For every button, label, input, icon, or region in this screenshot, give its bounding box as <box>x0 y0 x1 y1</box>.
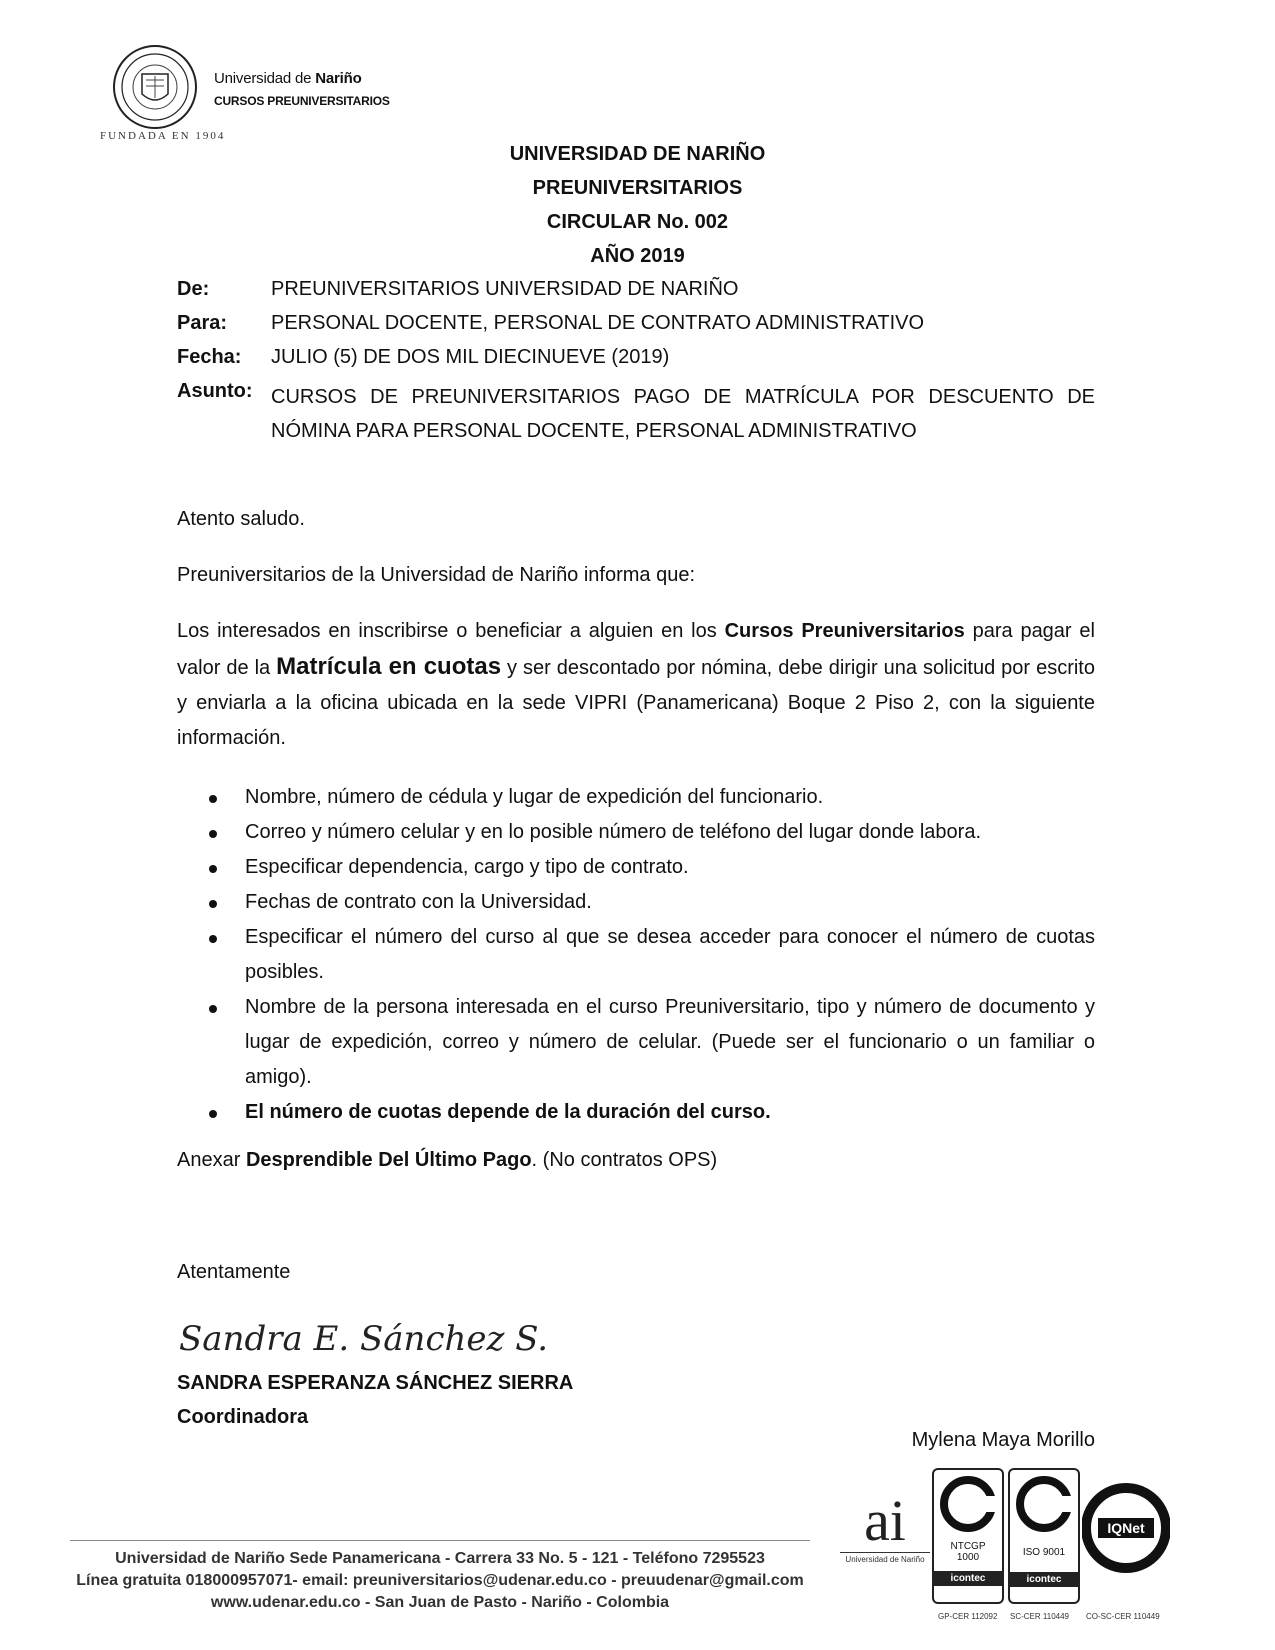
signer-role: Coordinadora <box>177 1406 309 1428</box>
list-item: Fechas de contrato con la Universidad. <box>177 885 1095 920</box>
header-program-name: CURSOS PREUNIVERSITARIOS <box>214 94 390 108</box>
bullet-icon <box>209 830 217 838</box>
certification-code-1: GP-CER 112092 <box>938 1612 998 1621</box>
handwritten-signature <box>175 1312 555 1367</box>
certification-code-2: SC-CER 110449 <box>1010 1612 1069 1621</box>
memo-to-value: PERSONAL DOCENTE, PERSONAL DE CONTRATO ADMINISTRATIVO <box>271 312 925 334</box>
memo-subject-value: CURSOS DE PREUNIVERSITARIOS PAGO DE MATRÍCULA POR DESCUENTO DE NÓMINA PARA PERSONAL DOCENTE, PERSONAL ADMINISTRATIVO <box>271 386 1095 442</box>
ai-logo-caption: Universidad de Nariño <box>840 1552 930 1564</box>
title-line-2: PREUNIVERSITARIOS <box>532 177 743 199</box>
title-line-1: UNIVERSIDAD DE NARIÑO <box>509 143 766 165</box>
header-university-name: Universidad de Nariño <box>214 70 362 87</box>
list-item: Nombre, número de cédula y lugar de expedición del funcionario. <box>177 780 1095 815</box>
list-item: Nombre de la persona interesada en el curso Preuniversitario, tipo y número de documento y lugar de expedición, correo y número de celular. (Puede ser el funcionario o un familiar o amigo). <box>177 990 1095 1095</box>
bullet-icon <box>209 1110 217 1118</box>
iso-label: ISO 9001 <box>1022 1547 1066 1558</box>
bullet-icon <box>209 935 217 943</box>
requirements-list <box>177 780 1095 1130</box>
bullet-icon <box>209 900 217 908</box>
annex-paragraph: Anexar Desprendible Del Último Pago. (No contratos OPS) <box>177 1149 718 1171</box>
bullet-icon <box>209 865 217 873</box>
list-item: Especificar dependencia, cargo y tipo de contrato. <box>177 850 1095 885</box>
iqnet-certification-logo <box>1082 1478 1170 1596</box>
svg-text:Sandra E. Sánchez S.: Sandra E. Sánchez S. <box>179 1319 549 1359</box>
ntcgp-label: NTCGP 1000 <box>950 1541 986 1563</box>
accreditation-ai-logo <box>840 1490 930 1600</box>
memo-date-label: Fecha: <box>177 346 242 368</box>
ntcgp-certification-logo <box>932 1468 1004 1604</box>
memo-from-value: PREUNIVERSITARIOS UNIVERSIDAD DE NARIÑO <box>271 278 739 300</box>
closing: Atentamente <box>177 1261 291 1283</box>
memo-subject-label: Asunto: <box>177 380 253 402</box>
university-seal-logo <box>112 44 198 130</box>
transcriber-name: Mylena Maya Morillo <box>911 1429 1095 1451</box>
signer-name: SANDRA ESPERANZA SÁNCHEZ SIERRA <box>177 1372 574 1394</box>
memo-date-value: JULIO (5) DE DOS MIL DIECINUEVE (2019) <box>271 346 670 368</box>
certification-code-3: CO-SC-CER 110449 <box>1086 1612 1160 1621</box>
intro-paragraph: Preuniversitarios de la Universidad de Nariño informa que: <box>177 564 696 586</box>
memo-to <box>177 312 1095 342</box>
memo-from <box>177 278 1095 308</box>
memo-subject <box>177 380 1095 450</box>
icontec-mark-icon <box>1016 1476 1072 1532</box>
title-line-3: CIRCULAR No. 002 <box>546 211 729 233</box>
memo-to-label: Para: <box>177 312 228 334</box>
bullet-icon <box>209 1005 217 1013</box>
footer-website: www.udenar.edu.co - San Juan de Pasto - Nariño - Colombia <box>210 1594 670 1611</box>
header-founded: FUNDADA EN 1904 <box>100 130 226 142</box>
memo-from-label: De: <box>177 278 210 300</box>
list-item: Correo y número celular y en lo posible número de teléfono del lugar donde labora. <box>177 815 1095 850</box>
list-item: Especificar el número del curso al que se desea acceder para conocer el número de cuotas posibles. <box>177 920 1095 990</box>
main-paragraph: Los interesados en inscribirse o beneficiar a alguien en los Cursos Preuniversitarios para pagar el valor de la Matrícula en cuotas y ser descontado por nómina, debe dirigir una solicitud por escrito y enviarla a la oficina ubicada en la sede VIPRI (Panamericana) Boque 2 Piso 2, con la siguiente información. <box>177 620 1095 749</box>
bullet-icon <box>209 795 217 803</box>
footer-contact: Línea gratuita 018000957071- email: preuniversitarios@udenar.edu.co - preuudenar@gmail.com <box>76 1572 804 1589</box>
icontec-label: icontec <box>1010 1572 1078 1587</box>
greeting: Atento saludo. <box>177 508 305 530</box>
memo-date <box>177 346 1095 376</box>
iso-certification-logo <box>1008 1468 1080 1604</box>
list-item: El número de cuotas depende de la duración del curso. <box>177 1095 1095 1130</box>
footer-address: Universidad de Nariño Sede Panamericana - Carrera 33 No. 5 - 121 - Teléfono 7295523 <box>115 1550 765 1567</box>
footer-divider <box>70 1540 810 1541</box>
svg-text:IQNet: IQNet <box>1107 1520 1145 1536</box>
icontec-label: icontec <box>934 1571 1002 1586</box>
title-line-4: AÑO 2019 <box>590 245 685 267</box>
icontec-mark-icon <box>940 1476 996 1532</box>
ai-logo-text: ai <box>864 1488 906 1553</box>
